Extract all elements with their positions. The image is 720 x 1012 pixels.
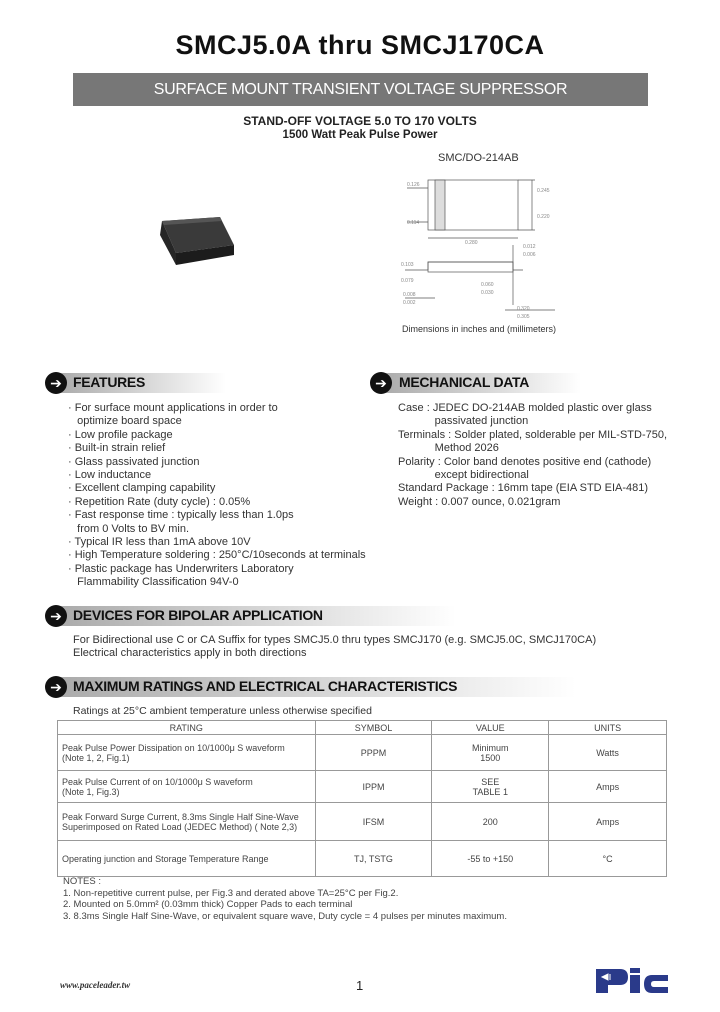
- rating-text: Peak Forward Surge Current, 8.3ms Single Half Sine-Wave: [62, 811, 299, 822]
- bipolar-title: DEVICES FOR BIPOLAR APPLICATION: [73, 607, 323, 623]
- svg-text:0.002: 0.002: [403, 300, 416, 306]
- note-line: 1. Non-repetitive current pulse, per Fig.3 and derated above TA=25°C per Fig.2.: [63, 887, 399, 899]
- rating-cell: [58, 803, 316, 841]
- symbol-cell: [315, 771, 432, 803]
- mechanical-title: MECHANICAL DATA: [399, 374, 530, 390]
- mechanical-line: Polarity : Color band denotes positive end (cathode): [398, 455, 652, 468]
- product-banner: SURFACE MOUNT TRANSIENT VOLTAGE SUPPRESSOR: [73, 73, 648, 106]
- svg-text:0.079: 0.079: [401, 278, 414, 284]
- svg-text:0.280: 0.280: [465, 240, 478, 246]
- table-header-row: [58, 721, 667, 735]
- symbol-text: TJ, TSTG: [354, 853, 393, 864]
- feature-line: · Typical IR less than 1mA above 10V: [68, 536, 251, 549]
- rating-cell: [58, 771, 316, 803]
- column-header: VALUE: [432, 721, 549, 735]
- svg-text:0.008: 0.008: [403, 292, 416, 298]
- table-row: [58, 841, 667, 877]
- arrow-circle-icon: ➔: [45, 676, 67, 698]
- value-cell: [432, 803, 549, 841]
- value-text: TABLE 1: [472, 786, 508, 797]
- mechanical-line: Standard Package : 16mm tape (EIA STD EIA-481): [398, 482, 649, 495]
- ratings-title: MAXIMUM RATINGS AND ELECTRICAL CHARACTERISTICS: [73, 678, 458, 694]
- package-dimension-drawing: [395, 170, 565, 325]
- svg-text:0.103: 0.103: [401, 262, 414, 268]
- symbol-text: IPPM: [362, 781, 385, 792]
- units-cell: Amps: [549, 771, 667, 803]
- peak-power: 1500 Watt Peak Pulse Power: [282, 129, 438, 141]
- column-header: SYMBOL: [315, 721, 432, 735]
- bipolar-line: For Bidirectional use C or CA Suffix for types SMCJ5.0 thru types SMCJ170 (e.g. SMCJ5.0C, SMCJ170CA): [73, 634, 597, 646]
- svg-text:0.245: 0.245: [537, 188, 550, 194]
- bipolar-line: Electrical characteristics apply in both directions: [73, 647, 307, 660]
- ratings-heading: [45, 677, 665, 697]
- units-cell: Watts: [549, 735, 667, 771]
- table-row: [58, 735, 667, 771]
- mechanical-line: Terminals : Solder plated, solderable per MIL-STD-750,: [398, 428, 668, 441]
- mechanical-list: [398, 402, 667, 509]
- symbol-cell: [315, 841, 432, 877]
- svg-text:0.060: 0.060: [481, 282, 494, 288]
- bipolar-text: [73, 634, 596, 661]
- rating-cell: Operating junction and Storage Temperature Range: [58, 841, 316, 877]
- rating-text: (Note 1, Fig.3): [62, 786, 120, 797]
- svg-text:0.030: 0.030: [481, 290, 494, 296]
- website-url: www.paceleader.tw: [60, 980, 131, 990]
- feature-line: optimize board space: [68, 415, 182, 428]
- package-name: SMC/DO-214AB: [438, 152, 519, 164]
- svg-text:0.305: 0.305: [517, 314, 530, 320]
- mechanical-line: passivated junction: [398, 415, 529, 428]
- feature-line: · High Temperature soldering : 250°C/10seconds at terminals: [68, 549, 366, 562]
- rating-text: Superimposed on Rated Load (JEDEC Method) ( Note 2,3): [62, 821, 298, 832]
- feature-line: · Excellent clamping capability: [68, 482, 216, 495]
- symbol-cell: [315, 803, 432, 841]
- mechanical-heading: [370, 373, 670, 393]
- mechanical-line: except bidirectional: [398, 469, 529, 482]
- value-cell: -55 to +150: [432, 841, 549, 877]
- feature-line: · Fast response time : typically less than 1.0ps: [68, 509, 294, 522]
- symbol-text: IFSM: [362, 816, 385, 827]
- note-line: 2. Mounted on 5.0mm² (0.03mm thick) Copper Pads to each terminal: [63, 899, 353, 910]
- value-text: SEE: [481, 776, 500, 787]
- value-text: Minimum: [472, 742, 509, 753]
- mechanical-line: Weight : 0.007 ounce, 0.021gram: [398, 495, 561, 508]
- column-header: UNITS: [549, 721, 667, 735]
- rating-text: (Note 1, 2, Fig.1): [62, 752, 130, 763]
- mechanical-line: Method 2026: [398, 442, 499, 455]
- feature-line: · Glass passivated junction: [68, 455, 200, 468]
- feature-line: · For surface mount applications in order to: [68, 402, 278, 414]
- column-header: RATING: [58, 721, 316, 735]
- document-title: SMCJ5.0A thru SMCJ170CA: [175, 30, 545, 60]
- feature-line: from 0 Volts to BV min.: [68, 522, 190, 535]
- symbol-text: PPPM: [360, 747, 387, 758]
- value-cell: [432, 735, 549, 771]
- table-row: [58, 803, 667, 841]
- ratings-table: [57, 720, 667, 877]
- svg-text:0.012: 0.012: [523, 244, 536, 250]
- table-row: [58, 771, 667, 803]
- features-list: [68, 402, 366, 590]
- features-title: FEATURES: [73, 374, 146, 390]
- feature-line: · Built-in strain relief: [68, 442, 166, 455]
- rating-text: Peak Pulse Current of on 10/1000μ S waveform: [62, 776, 253, 787]
- arrow-circle-icon: ➔: [45, 605, 67, 627]
- value-text: 1500: [480, 752, 501, 763]
- units-cell: °C: [549, 841, 667, 877]
- ratings-intro: Ratings at 25°C ambient temperature unless otherwise specified: [73, 705, 372, 717]
- rating-cell: [58, 735, 316, 771]
- svg-text:0.320: 0.320: [517, 306, 530, 312]
- feature-line: · Plastic package has Underwriters Laboratory: [68, 562, 294, 575]
- page-number: 1: [356, 978, 364, 993]
- notes-title: NOTES :: [63, 876, 102, 887]
- smc-package-image: [148, 215, 236, 267]
- note-line: 3. 8.3ms Single Half Sine-Wave, or equivalent square wave, Duty cycle = 4 pulses per minutes maximum.: [63, 910, 507, 922]
- value-cell: [432, 771, 549, 803]
- features-heading: [45, 373, 345, 393]
- bipolar-heading: [45, 606, 665, 626]
- svg-text:0.126: 0.126: [407, 182, 420, 188]
- feature-line: · Repetition Rate (duty cycle) : 0.05%: [68, 495, 251, 508]
- mechanical-line: Case : JEDEC DO-214AB molded plastic over glass: [398, 402, 652, 414]
- notes: [63, 876, 507, 922]
- standoff-voltage: STAND-OFF VOLTAGE 5.0 TO 170 VOLTS: [243, 114, 477, 128]
- svg-text:0.006: 0.006: [523, 252, 536, 258]
- arrow-circle-icon: ➔: [45, 372, 67, 394]
- dimension-note: Dimensions in inches and (millimeters): [402, 324, 557, 334]
- svg-text:0.114: 0.114: [407, 220, 420, 226]
- arrow-circle-icon: ➔: [370, 372, 392, 394]
- pic-logo: [594, 965, 670, 997]
- feature-line: · Low profile package: [68, 428, 173, 441]
- value-text: 200: [482, 816, 498, 827]
- feature-line: Flammability Classification 94V-0: [68, 576, 239, 589]
- svg-text:0.220: 0.220: [537, 214, 550, 220]
- rating-text: Peak Pulse Power Dissipation on 10/1000μ S waveform: [62, 742, 285, 753]
- units-cell: Amps: [549, 803, 667, 841]
- symbol-cell: [315, 735, 432, 771]
- feature-line: · Low inductance: [68, 469, 152, 482]
